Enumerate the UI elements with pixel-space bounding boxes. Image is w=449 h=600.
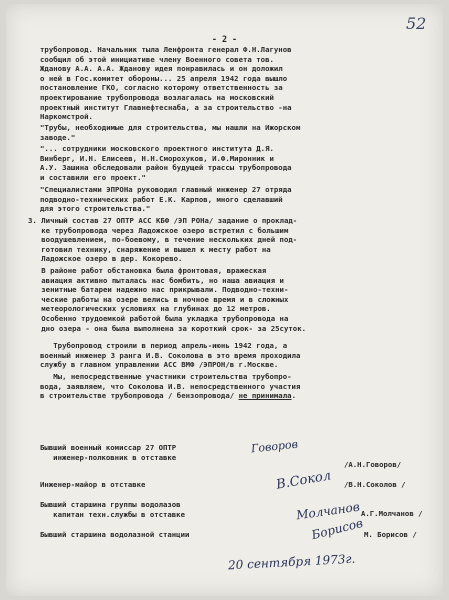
signatory-2-name: /В.Н.Соколов / bbox=[344, 480, 406, 489]
signatory-4-title: Бывший старшина водолазной станции bbox=[40, 530, 190, 539]
signatory-2-signature: В.Сокол bbox=[275, 468, 333, 493]
paragraph-statement bbox=[40, 372, 424, 401]
signatory-4-name: М. Борисов / bbox=[364, 530, 417, 539]
signatory-1-name: /А.Н.Говоров/ bbox=[344, 460, 402, 469]
paragraph-1: трубопровод. Начальник тыла Ленфронта генерал Ф.Н.Лагунов сообщил об этой инициативе члену Военного совета тов. Жданову А.А. А.А. Жданову идея понравилась и он доложил о ней в Гос.комитет обороны... 25 апреля 1942 года вышло постановление ГКО, согласно которому ответственность за проектирование трубопровода возлагалась на московский проектный институт Главнефтеснаба, а за строительство -на Наркомстрой. bbox=[40, 45, 292, 122]
signatory-1-signature: Говоров bbox=[250, 437, 299, 456]
handwritten-page-number: 52 bbox=[406, 14, 427, 33]
signatory-2-title: Инженер-майор в отставке bbox=[40, 480, 146, 489]
paragraph-period: Трубопровод строили в период апрель-июнь 1942 года, а военный инженер 3 ранга И.В. Соколова в это время проходила службу в главном управлении АСС ВМФ /ЭПРОН/в г.Москве. bbox=[40, 341, 301, 370]
handwritten-date: 20 сентября 1973г. bbox=[227, 551, 356, 573]
quote-pipes: "Трубы, необходимые для строительства, мы нашли на Ижорском заводе." bbox=[40, 123, 301, 142]
signatory-4-signature: Борисов bbox=[310, 515, 365, 543]
statement-text: Мы, непосредственные участники строительства трубопро- вода, заявляем, что Соколова И.В. непосредственного участия в строительстве трубопровода / бензопровода/ bbox=[40, 372, 301, 401]
quote-institute: "... сотрудники московского проектного института Д.Я. Винберг, И.Н. Елисеев, Н.Н.Сморохуков, И.Ф.Миронник и А.У. Зашина обследовали район будущей трассы трубопровода и составили его проект." bbox=[40, 144, 292, 182]
paragraph-3: 3. Личный состав 27 ОПТР АСС КБФ /ЭП РОНа/ задание о проклад- ке трубопровода через Ладожское озеро встретил с большим воодушевлением, по-боевому, в течение нескольких дней под- готовил технику, снаряжение и вышел к месту работ на Ладожское озеро в дер. Кокорево. bbox=[28, 216, 298, 264]
signatory-3-signature: Молчанов bbox=[295, 499, 361, 523]
statement-end: . bbox=[291, 391, 296, 401]
signatory-3-name: А.Г.Молчанов / bbox=[361, 509, 423, 518]
page-header: - 2 - bbox=[211, 34, 238, 44]
statement-underlined: не принимала bbox=[238, 391, 292, 401]
document-sheet bbox=[6, 4, 443, 596]
quote-epron: "Специалистами ЭПРОНа руководил главный инженер 27 отряда подводно-технических работ Е.К. Карпов, много сделавший для этого строительства." bbox=[40, 185, 292, 214]
signatory-1-title: Бывший военный комиссар 27 ОПТР инженер-полковник в отставке bbox=[40, 443, 177, 462]
paragraph-conditions: В районе работ обстановка была фронтовая, вражеская авиация активно пыталась нас бомбить, но наша авиация и зенитные батареи надежно нас прикрывали. Подводно-техни- ческие работы на озере велись в ночное время и в сложных метеорологических условиях на глубинах до 12 метров. Особенно трудоемкой работой была укладка трубопровода на дно озера - она была выполнена за короткий срок- за 25суток. bbox=[41, 266, 307, 333]
signatory-3-title: Бывший старшина группы водолазов капитан техн.службы в отставке bbox=[40, 500, 185, 519]
